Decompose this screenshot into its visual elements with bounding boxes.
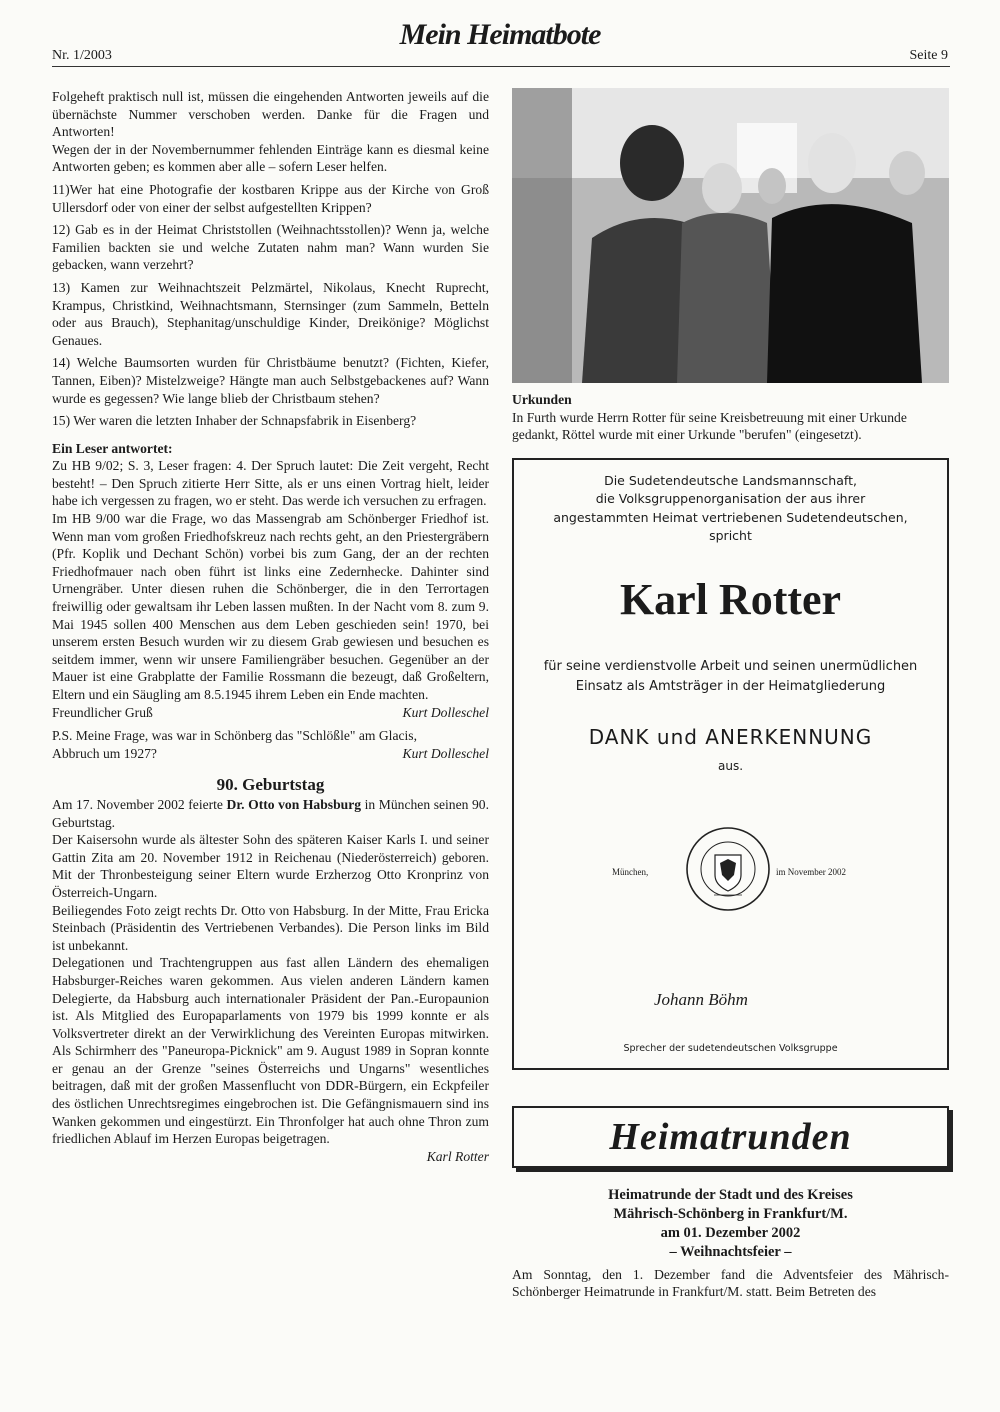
event-heading (512, 1186, 949, 1262)
bd-text-a: Am 17. November 2002 feierte (52, 796, 227, 812)
birthday-paragraph-2: Der Kaisersohn wurde als ältester Sohn des späteren Kaiser Karls I. und seiner Gattin Zita am 20. November 1912 in Reichenau (Niederösterreich) geboren. Mit der Thronbesteigung seiner Eltern wurde Erzherzog Otto Kronprinz von Österreich-Ungarn. (52, 832, 489, 900)
left-column (52, 88, 489, 1165)
certificate-place: München, (612, 866, 649, 877)
certificate-aus: aus. (717, 758, 744, 773)
masthead-title: Mein Heimatbote (399, 18, 601, 51)
greeting: Freundlicher Gruß (52, 704, 153, 720)
event-body: Am Sonntag, den 1. Dezember fand die Adventsfeier des Mährisch-Schönberger Heimatrunde in Frankfurt/M. statt. Beim Betreten des (512, 1266, 949, 1300)
bd-name: Dr. Otto von Habsburg (226, 796, 362, 812)
event-line-2: Mährisch-Schönberg in Frankfurt/M. (613, 1205, 848, 1222)
issue-number: Nr. 1/2003 (52, 48, 112, 63)
page-number: Seite 9 (909, 48, 948, 63)
birthday-paragraph-4: Delegationen und Trachtengruppen aus fast allen Ländern des ehemaligen Habsburger-Reiches waren gekommen. Aus vielen anderen Ländern kamen Delegierte, da Habsburg auch internationaler Präsident der Pan.-Europaunion ist. Als Mitglied des Europaparlaments von 1979 bis 1999 konnte er als Volksvertreter direkt an der Verwirklichung des Vereinten Europas mitwirken. Als Schirmherr des "Paneuropa-Picknick" am 9. August 1989 in Sopran konnte er genau an der Grenze "seines Österreichs und Ungarns" wesentliches beitragen, daß mit der großen Massenflucht von DDR-Bürgern, ein Eckpfeiler des östlichen Unrechtsregimes eingebrochen ist. Die Gefängnismauern sind ins Wanken gekommen und eingestürzt. Ein Thronfolger hat auch ohne Thron zum friedlichen Ablauf im Herzen Europas beigetragen. (52, 955, 489, 1147)
birthday-paragraph-3: Beiliegendes Foto zeigt rechts Dr. Otto von Habsburg. In der Mitte, Frau Ericka Steinbach (Präsidentin des Vertriebenen Verbandes). Die Person links im Bild ist unbekannt. (52, 902, 489, 953)
association-seal-icon (684, 825, 772, 913)
event-line-3: am 01. Dezember 2002 (660, 1224, 801, 1241)
question-13: 13) Kamen zur Weihnachtszeit Pelzmärtel, Nikolaus, Knecht Ruprecht, Krampus, Christkind, Weihnachtsmann, Sternsinger (zum Sammeln, Betteln oder aus Brauch), Stephanitag/unschuldige Kinder, Dreikönige? Möglichst Genaues. (52, 279, 489, 348)
birthday-headline: 90. Geburtstag (216, 775, 325, 795)
question-14: 14) Welche Baumsorten wurden für Christbäume benutzt? (Fichten, Kiefer, Tannen, Eiben)? Mistelzweige? Hängte man auch Selbstgebackenes auf? Wann wurde es gegessen? Wie lange blieb der Christbaum stehen? (52, 355, 489, 406)
banner-title: Heimatrunden (609, 1115, 852, 1158)
news-photo (512, 88, 949, 383)
event-line-4: – Weihnachtsfeier – (669, 1243, 792, 1260)
header-rule (52, 66, 950, 67)
cert-intro-line-1: Die Sudetendeutsche Landsmannschaft, (604, 472, 857, 488)
author-signature-1: Kurt Dolleschel (402, 704, 489, 720)
cert-intro-line-2: die Volksgruppenorganisation der aus ihrer (595, 491, 866, 507)
caption-text: In Furth wurde Herrn Rotter für seine Kreisbetreuung mit einer Urkunde gedankt, Röttel wurde mit einer Urkunde "berufen" (eingesetzt). (512, 409, 907, 443)
heimatrunden-banner (512, 1106, 949, 1168)
certificate-signature: Johann Böhm (654, 989, 748, 1009)
reader-paragraph-2: Im HB 9/00 war die Frage, wo das Massengrab am Schönberger Friedhof ist. Wenn man vom großen Friedhofskreuz nach rechts geht, an den Priestergräbern (Pfr. Koplik und Dechant Schön) vorbei bis zum Gang, der an der rechten Friedhofmauer nach oben führt ist links eine Zedernhecke. Dahinter sind Urnengräber. Unter diesen ruhen die Schönberger, die in den Terrortagen freiwillig oder gewaltsam ihr Leben lassen mußten. In der Nacht vom 8. zum 9. Mai 1945 sollen 400 Menschen aus dem Leben geschieden sein! 1970, bei unserem ersten Besuch wurden wir zu diesem Grab gewiesen und besuchen es seitdem immer, wenn wir unsere Familiengräber besuchen. Gegenüber an der Mauer ist eine Grabplatte der Familie Rossmann die bezeugt, daß Großeltern, Eltern und ein Säugling am 8.5.1945 ihrem Leben ein Ende machten. (52, 511, 489, 702)
signature-row-3 (52, 1148, 489, 1166)
certificate-reason (514, 657, 947, 697)
certificate-intro (514, 472, 947, 546)
seal-row (514, 825, 947, 915)
ps-line-2: Abbruch um 1927? (52, 745, 157, 761)
author-signature-3: Karl Rotter (426, 1148, 489, 1164)
intro-paragraph-1: Folgeheft praktisch null ist, müssen die eingehenden Antworten jeweils auf die übernächste Nummer verschoben werden. Danke für die Fragen und Antworten! (52, 89, 489, 140)
greeting-line (52, 704, 489, 722)
certificate-thanks: DANK und ANERKENNUNG (588, 724, 873, 749)
question-12: 12) Gab es in der Heimat Christstollen (Weihnachtsstollen)? Wenn ja, welche Familien backten sie und welche Zutaten nahm man? Wann wurden Sie gebacken, wann verzehrt? (52, 222, 489, 273)
question-11: 11)Wer hat eine Photografie der kostbaren Krippe aus der Kirche von Groß Ullersdorf oder von einer der selbst aufgestellten Krippen? (52, 181, 489, 215)
ps-line-1: P.S. Meine Frage, was war in Schönberg das "Schlößle" am Glacis, (52, 728, 417, 744)
birthday-paragraph-1 (52, 796, 489, 831)
certificate-speaker: Sprecher der sudetendeutschen Volksgruppe (623, 1042, 838, 1054)
cert-intro-line-3: angestammten Heimat vertriebenen Sudetendeutschen, (553, 509, 908, 525)
right-column (512, 88, 949, 1301)
bd-text-c: in München seinen 90. Geburtstag. (52, 796, 489, 830)
reader-paragraph-1: Zu HB 9/02; S. 3, Leser fragen: 4. Der Spruch lautet: Die Zeit vergeht, Recht besteht! – Den Spruch zitierte Herr Sitte, als er uns einen Vortrag hielt, leider habe ich vergessen zu fragen, wo er steht. Das werde ich versuchen zu erfragen. (52, 458, 489, 509)
certificate-date: im November 2002 (776, 866, 846, 877)
certificate (512, 458, 949, 1070)
event-line-1: Heimatrunde der Stadt und des Kreises (608, 1186, 853, 1203)
caption-title: Urkunden (512, 392, 572, 407)
page-header (0, 0, 1000, 70)
cert-reason-line-2: Einsatz als Amtsträger in der Heimatgliederung (575, 678, 886, 694)
reader-heading: Ein Leser antwortet: (52, 440, 173, 456)
cert-intro-line-4: spricht (709, 528, 752, 544)
question-15: 15) Wer waren die letzten Inhaber der Schnapsfabrik in Eisenberg? (52, 413, 417, 429)
photo-illustration (512, 88, 949, 383)
certificate-recipient: Karl Rotter (619, 574, 842, 624)
author-signature-2: Kurt Dolleschel (402, 745, 489, 761)
cert-reason-line-1: für seine verdienstvolle Arbeit und seinen unermüdlichen (543, 658, 918, 674)
photo-caption (512, 391, 949, 444)
intro-paragraph-2: Wegen der in der Novembernummer fehlenden Einträge kann es diesmal keine Antworten geben; es kommen aber alle – sofern Leser helfen. (52, 141, 489, 175)
ps-line-2-row (52, 745, 489, 763)
